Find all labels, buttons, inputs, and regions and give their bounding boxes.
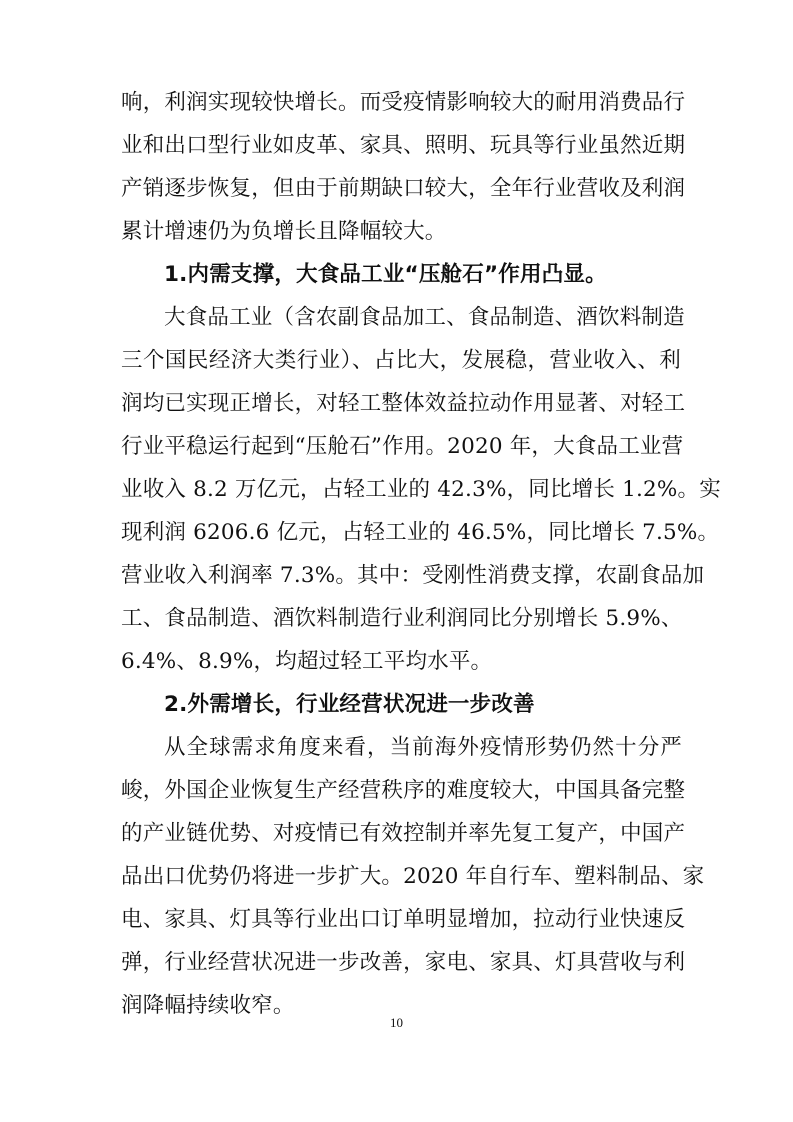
paragraph-line: 工、食品制造、酒饮料制造行业利润同比分别增长 5.9%、 — [121, 606, 683, 631]
section-heading-2: 2.外需增长，行业经营状况进一步改善 — [164, 692, 535, 717]
page-number: 10 — [390, 1015, 403, 1030]
paragraph-line: 电、家具、灯具等行业出口订单明显增加，拉动行业快速反 — [121, 907, 686, 932]
paragraph-line: 营业收入利润率 7.3%。其中：受刚性消费支撑，农副食品加 — [121, 563, 705, 588]
paragraph-line: 峻，外国企业恢复生产经营秩序的难度较大，中国具备完整 — [121, 778, 686, 803]
paragraph-line: 大食品工业（含农副食品加工、食品制造、酒饮料制造 — [164, 305, 685, 330]
paragraph-line: 产销逐步恢复，但由于前期缺口较大，全年行业营收及利润 — [121, 176, 686, 201]
paragraph-line: 润均已实现正增长，对轻工整体效益拉动作用显著、对轻工 — [121, 391, 686, 416]
paragraph-line: 的产业链优势、对疫情已有效控制并率先复工复产，中国产 — [121, 821, 686, 846]
paragraph-line: 从全球需求角度来看，当前海外疫情形势仍然十分严 — [164, 735, 682, 760]
paragraph-line: 润降幅持续收窄。 — [121, 993, 295, 1018]
paragraph-line: 弹，行业经营状况进一步改善，家电、家具、灯具营收与利 — [121, 950, 686, 975]
paragraph-line: 业和出口型行业如皮革、家具、照明、玩具等行业虽然近期 — [121, 133, 686, 158]
paragraph-line: 品出口优势仍将进一步扩大。2020 年自行车、塑料制品、家 — [121, 864, 705, 889]
paragraph-line: 累计增速仍为负增长且降幅较大。 — [121, 219, 447, 244]
paragraph-line: 行业平稳运行起到“压舱石”作用。2020 年，大食品工业营 — [121, 434, 684, 459]
paragraph-line: 三个国民经济大类行业）、占比大，发展稳，营业收入、利 — [121, 348, 681, 373]
paragraph-line: 业收入 8.2 万亿元，占轻工业的 42.3%，同比增长 1.2%。实 — [121, 477, 721, 502]
section-heading-1: 1.内需支撑，大食品工业“压舱石”作用凸显。 — [164, 262, 607, 287]
paragraph-line: 响，利润实现较快增长。而受疫情影响较大的耐用消费品行 — [121, 90, 686, 115]
paragraph-line: 现利润 6206.6 亿元，占轻工业的 46.5%，同比增长 7.5%。 — [121, 520, 720, 545]
paragraph-line: 6.4%、8.9%，均超过轻工平均水平。 — [121, 649, 493, 674]
